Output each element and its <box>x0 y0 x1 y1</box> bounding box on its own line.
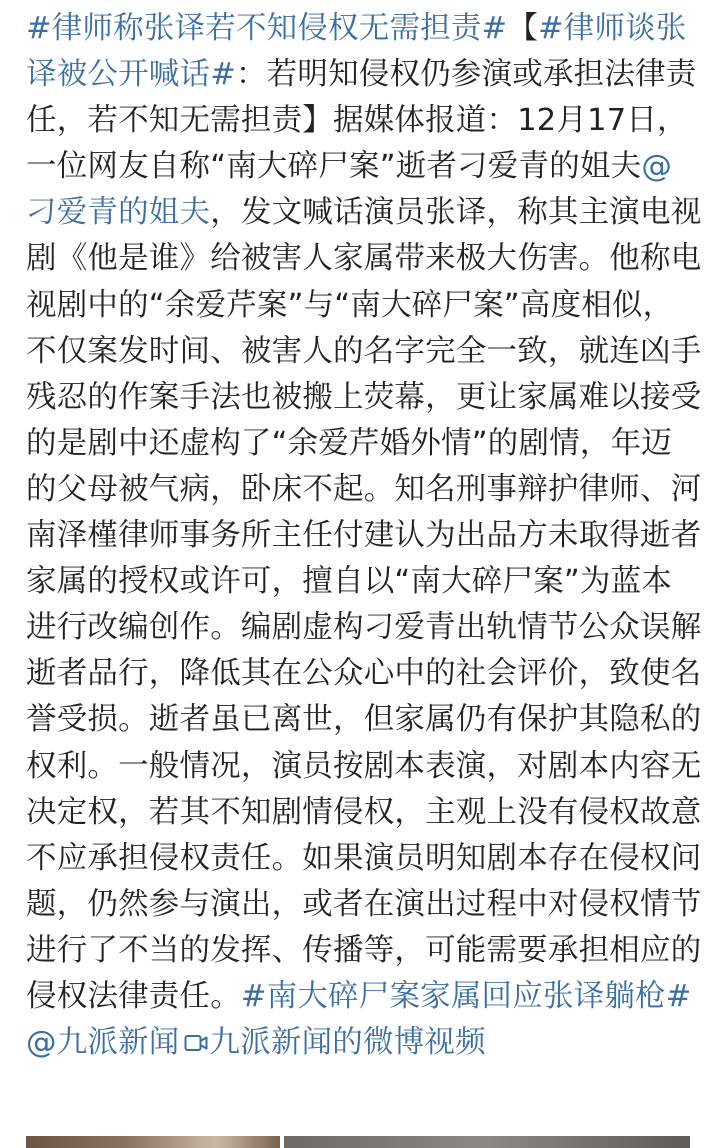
mention-source-link[interactable]: @九派新闻 <box>26 1025 180 1061</box>
media-thumbnail[interactable] <box>284 1136 690 1148</box>
hashtag-topic-link[interactable]: #南大碎尸案家属回应张译躺枪# <box>240 978 692 1014</box>
weibo-post-text <box>26 6 702 1066</box>
media-thumbnail[interactable] <box>26 1136 280 1148</box>
post-body-text: ，发文喊话演员张译，称其主演电视剧《他是谁》给被害人家属带来极大伤害。他称电视剧中的“余爱芹案”与“南大碎尸案”高度相似，不仅案发时间、被害人的名字完全一致，就连凶手残忍的作案手法也被搬上荧幕，更让家属难以接受的是剧中还虚构了“余爱芹婚外情”的剧情，年迈的父母被气病，卧床不起。知名刑事辩护律师、河南泽槿律师事务所主任付建认为出品方未取得逝者家属的授权或许可，擅自以“南大碎尸案”为蓝本进行改编创作。编剧虚构刁爱青出轨情节公众误解逝者品行，降低其在公众心中的社会评价，致使名誉受损。逝者虽已离世，但家属仍有保护其隐私的权利。一般情况，演员按剧本表演，对剧本内容无决定权，若其不知剧情侵权，主观上没有侵权故意不应承担侵权责任。如果演员明知剧本存在侵权问题，仍然参与演出，或者在演出过程中对侵权情节进行了不当的发挥、传播等，可能需要承担相应的侵权法律责任。 <box>26 195 702 1014</box>
post-intro-text: ：若明知侵权仍参演或承担法律责任，若不知无需担责】据媒体报道：12月17日，一位网友自称“南大碎尸案”逝者刁爱青的姐夫 <box>26 57 697 185</box>
hashtag-title-link[interactable]: #律师称张译若不知侵权无需担责# <box>26 11 508 46</box>
video-camera-icon <box>184 1032 208 1054</box>
bracket-open: 【 <box>507 11 539 46</box>
media-thumbnail-strip <box>26 1136 690 1148</box>
video-link[interactable] <box>180 1025 486 1060</box>
video-link-label: 九派新闻的微博视频 <box>209 1025 486 1061</box>
mention-user-link[interactable]: @刁爱青的姐夫 <box>26 149 673 231</box>
hashtag-subtitle-link[interactable]: #律师谈张译被公开喊话# <box>26 11 687 93</box>
